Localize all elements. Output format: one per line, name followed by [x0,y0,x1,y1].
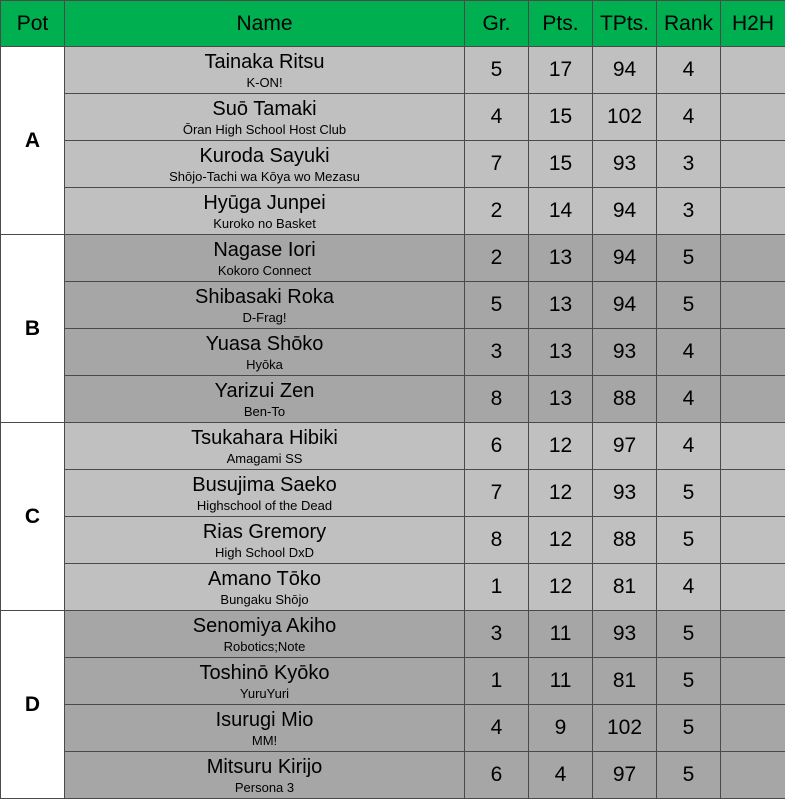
name-cell [65,564,465,611]
h2h-cell [721,470,785,517]
name-cell [65,188,465,235]
series-name: MM! [251,732,278,748]
total-points-cell: 93 [593,470,657,517]
character-name: Toshinō Kyōko [199,661,330,684]
series-name: YuruYuri [239,685,290,701]
group-cell: 7 [465,470,529,517]
table-row [1,94,785,141]
name-cell [65,752,465,799]
name-cell [65,141,465,188]
series-name: Bungaku Shōjo [220,591,309,607]
h2h-cell [721,752,785,799]
h2h-cell [721,282,785,329]
name-cell [65,517,465,564]
group-cell: 6 [465,423,529,470]
rank-cell: 5 [657,705,721,752]
h2h-cell [721,188,785,235]
total-points-cell: 94 [593,188,657,235]
group-cell: 5 [465,282,529,329]
h2h-cell [721,611,785,658]
group-cell: 2 [465,235,529,282]
pot-label: D [1,611,65,799]
series-name: Hyōka [246,356,283,372]
table-row [1,470,785,517]
rank-cell: 4 [657,423,721,470]
series-name: Persona 3 [234,779,295,795]
series-name: Ōran High School Host Club [182,121,347,137]
h2h-cell [721,376,785,423]
pot-label: B [1,235,65,423]
table-row [1,47,785,94]
series-name: Kokoro Connect [217,262,312,278]
series-name: K-ON! [246,74,283,90]
column-header-name: Name [65,1,465,47]
name-cell [65,282,465,329]
name-cell [65,329,465,376]
rank-cell: 4 [657,94,721,141]
table-row [1,423,785,470]
name-cell [65,47,465,94]
character-name: Amano Tōko [207,567,322,590]
total-points-cell: 88 [593,517,657,564]
header-row [1,1,785,47]
character-name: Senomiya Akiho [192,614,337,637]
name-cell [65,705,465,752]
series-name: Kuroko no Basket [213,215,316,231]
rank-cell: 5 [657,658,721,705]
character-name: Hyūga Junpei [203,191,326,214]
points-cell: 13 [529,376,593,423]
group-cell: 7 [465,141,529,188]
character-name: Rias Gremory [202,520,327,543]
total-points-cell: 81 [593,564,657,611]
name-cell [65,235,465,282]
rank-cell: 5 [657,235,721,282]
total-points-cell: 97 [593,423,657,470]
points-cell: 9 [529,705,593,752]
total-points-cell: 97 [593,752,657,799]
character-name: Kuroda Sayuki [199,144,330,167]
series-name: D-Frag! [242,309,287,325]
points-cell: 11 [529,658,593,705]
table-row [1,564,785,611]
character-name: Tsukahara Hibiki [191,426,338,449]
points-cell: 12 [529,564,593,611]
h2h-cell [721,658,785,705]
rank-cell: 3 [657,141,721,188]
group-cell: 4 [465,94,529,141]
column-header-total-points: TPts. [593,1,657,47]
rank-cell: 5 [657,470,721,517]
table-row [1,235,785,282]
total-points-cell: 93 [593,611,657,658]
total-points-cell: 94 [593,282,657,329]
rank-cell: 5 [657,752,721,799]
character-name: Shibasaki Roka [195,285,334,308]
rank-cell: 4 [657,564,721,611]
h2h-cell [721,564,785,611]
group-cell: 4 [465,705,529,752]
total-points-cell: 94 [593,47,657,94]
column-header-group: Gr. [465,1,529,47]
series-name: Highschool of the Dead [196,497,333,513]
points-cell: 11 [529,611,593,658]
name-cell [65,658,465,705]
character-name: Nagase Iori [213,238,316,261]
rank-cell: 4 [657,376,721,423]
points-cell: 12 [529,517,593,564]
h2h-cell [721,235,785,282]
rank-cell: 4 [657,47,721,94]
group-cell: 5 [465,47,529,94]
series-name: Amagami SS [226,450,303,466]
name-cell [65,376,465,423]
character-name: Yuasa Shōko [205,332,324,355]
character-name: Yarizui Zen [214,379,315,402]
name-cell [65,423,465,470]
total-points-cell: 93 [593,329,657,376]
character-name: Tainaka Ritsu [204,50,325,73]
points-cell: 14 [529,188,593,235]
h2h-cell [721,47,785,94]
table-row [1,752,785,799]
total-points-cell: 93 [593,141,657,188]
total-points-cell: 102 [593,705,657,752]
character-name: Suō Tamaki [212,97,317,120]
points-cell: 15 [529,141,593,188]
table-row [1,517,785,564]
total-points-cell: 81 [593,658,657,705]
table-row [1,282,785,329]
character-name: Busujima Saeko [192,473,337,496]
series-name: Ben-To [243,403,286,419]
points-cell: 15 [529,94,593,141]
h2h-cell [721,329,785,376]
table-row [1,658,785,705]
h2h-cell [721,94,785,141]
h2h-cell [721,141,785,188]
table-row [1,329,785,376]
rank-cell: 3 [657,188,721,235]
column-header-h2h: H2H [721,1,785,47]
points-cell: 12 [529,423,593,470]
name-cell [65,611,465,658]
table-row [1,376,785,423]
table-row [1,705,785,752]
character-name: Isurugi Mio [215,708,314,731]
table-row [1,141,785,188]
rank-cell: 5 [657,611,721,658]
group-cell: 3 [465,329,529,376]
group-cell: 2 [465,188,529,235]
character-name: Mitsuru Kirijo [206,755,323,778]
pot-label: C [1,423,65,611]
points-cell: 12 [529,470,593,517]
name-cell [65,94,465,141]
pot-label: A [1,47,65,235]
table-row [1,188,785,235]
group-cell: 8 [465,376,529,423]
name-cell [65,470,465,517]
group-cell: 6 [465,752,529,799]
group-cell: 1 [465,564,529,611]
series-name: Robotics;Note [223,638,306,654]
rank-cell: 4 [657,329,721,376]
total-points-cell: 88 [593,376,657,423]
column-header-rank: Rank [657,1,721,47]
group-cell: 8 [465,517,529,564]
points-cell: 13 [529,235,593,282]
column-header-pot: Pot [1,1,65,47]
group-cell: 3 [465,611,529,658]
points-cell: 17 [529,47,593,94]
table-row [1,611,785,658]
h2h-cell [721,705,785,752]
h2h-cell [721,517,785,564]
series-name: High School DxD [215,544,314,560]
total-points-cell: 102 [593,94,657,141]
h2h-cell [721,423,785,470]
points-cell: 13 [529,329,593,376]
series-name: Shōjo-Tachi wa Kōya wo Mezasu [169,168,360,184]
column-header-points: Pts. [529,1,593,47]
points-cell: 13 [529,282,593,329]
total-points-cell: 94 [593,235,657,282]
points-cell: 4 [529,752,593,799]
rank-cell: 5 [657,282,721,329]
group-cell: 1 [465,658,529,705]
rank-cell: 5 [657,517,721,564]
